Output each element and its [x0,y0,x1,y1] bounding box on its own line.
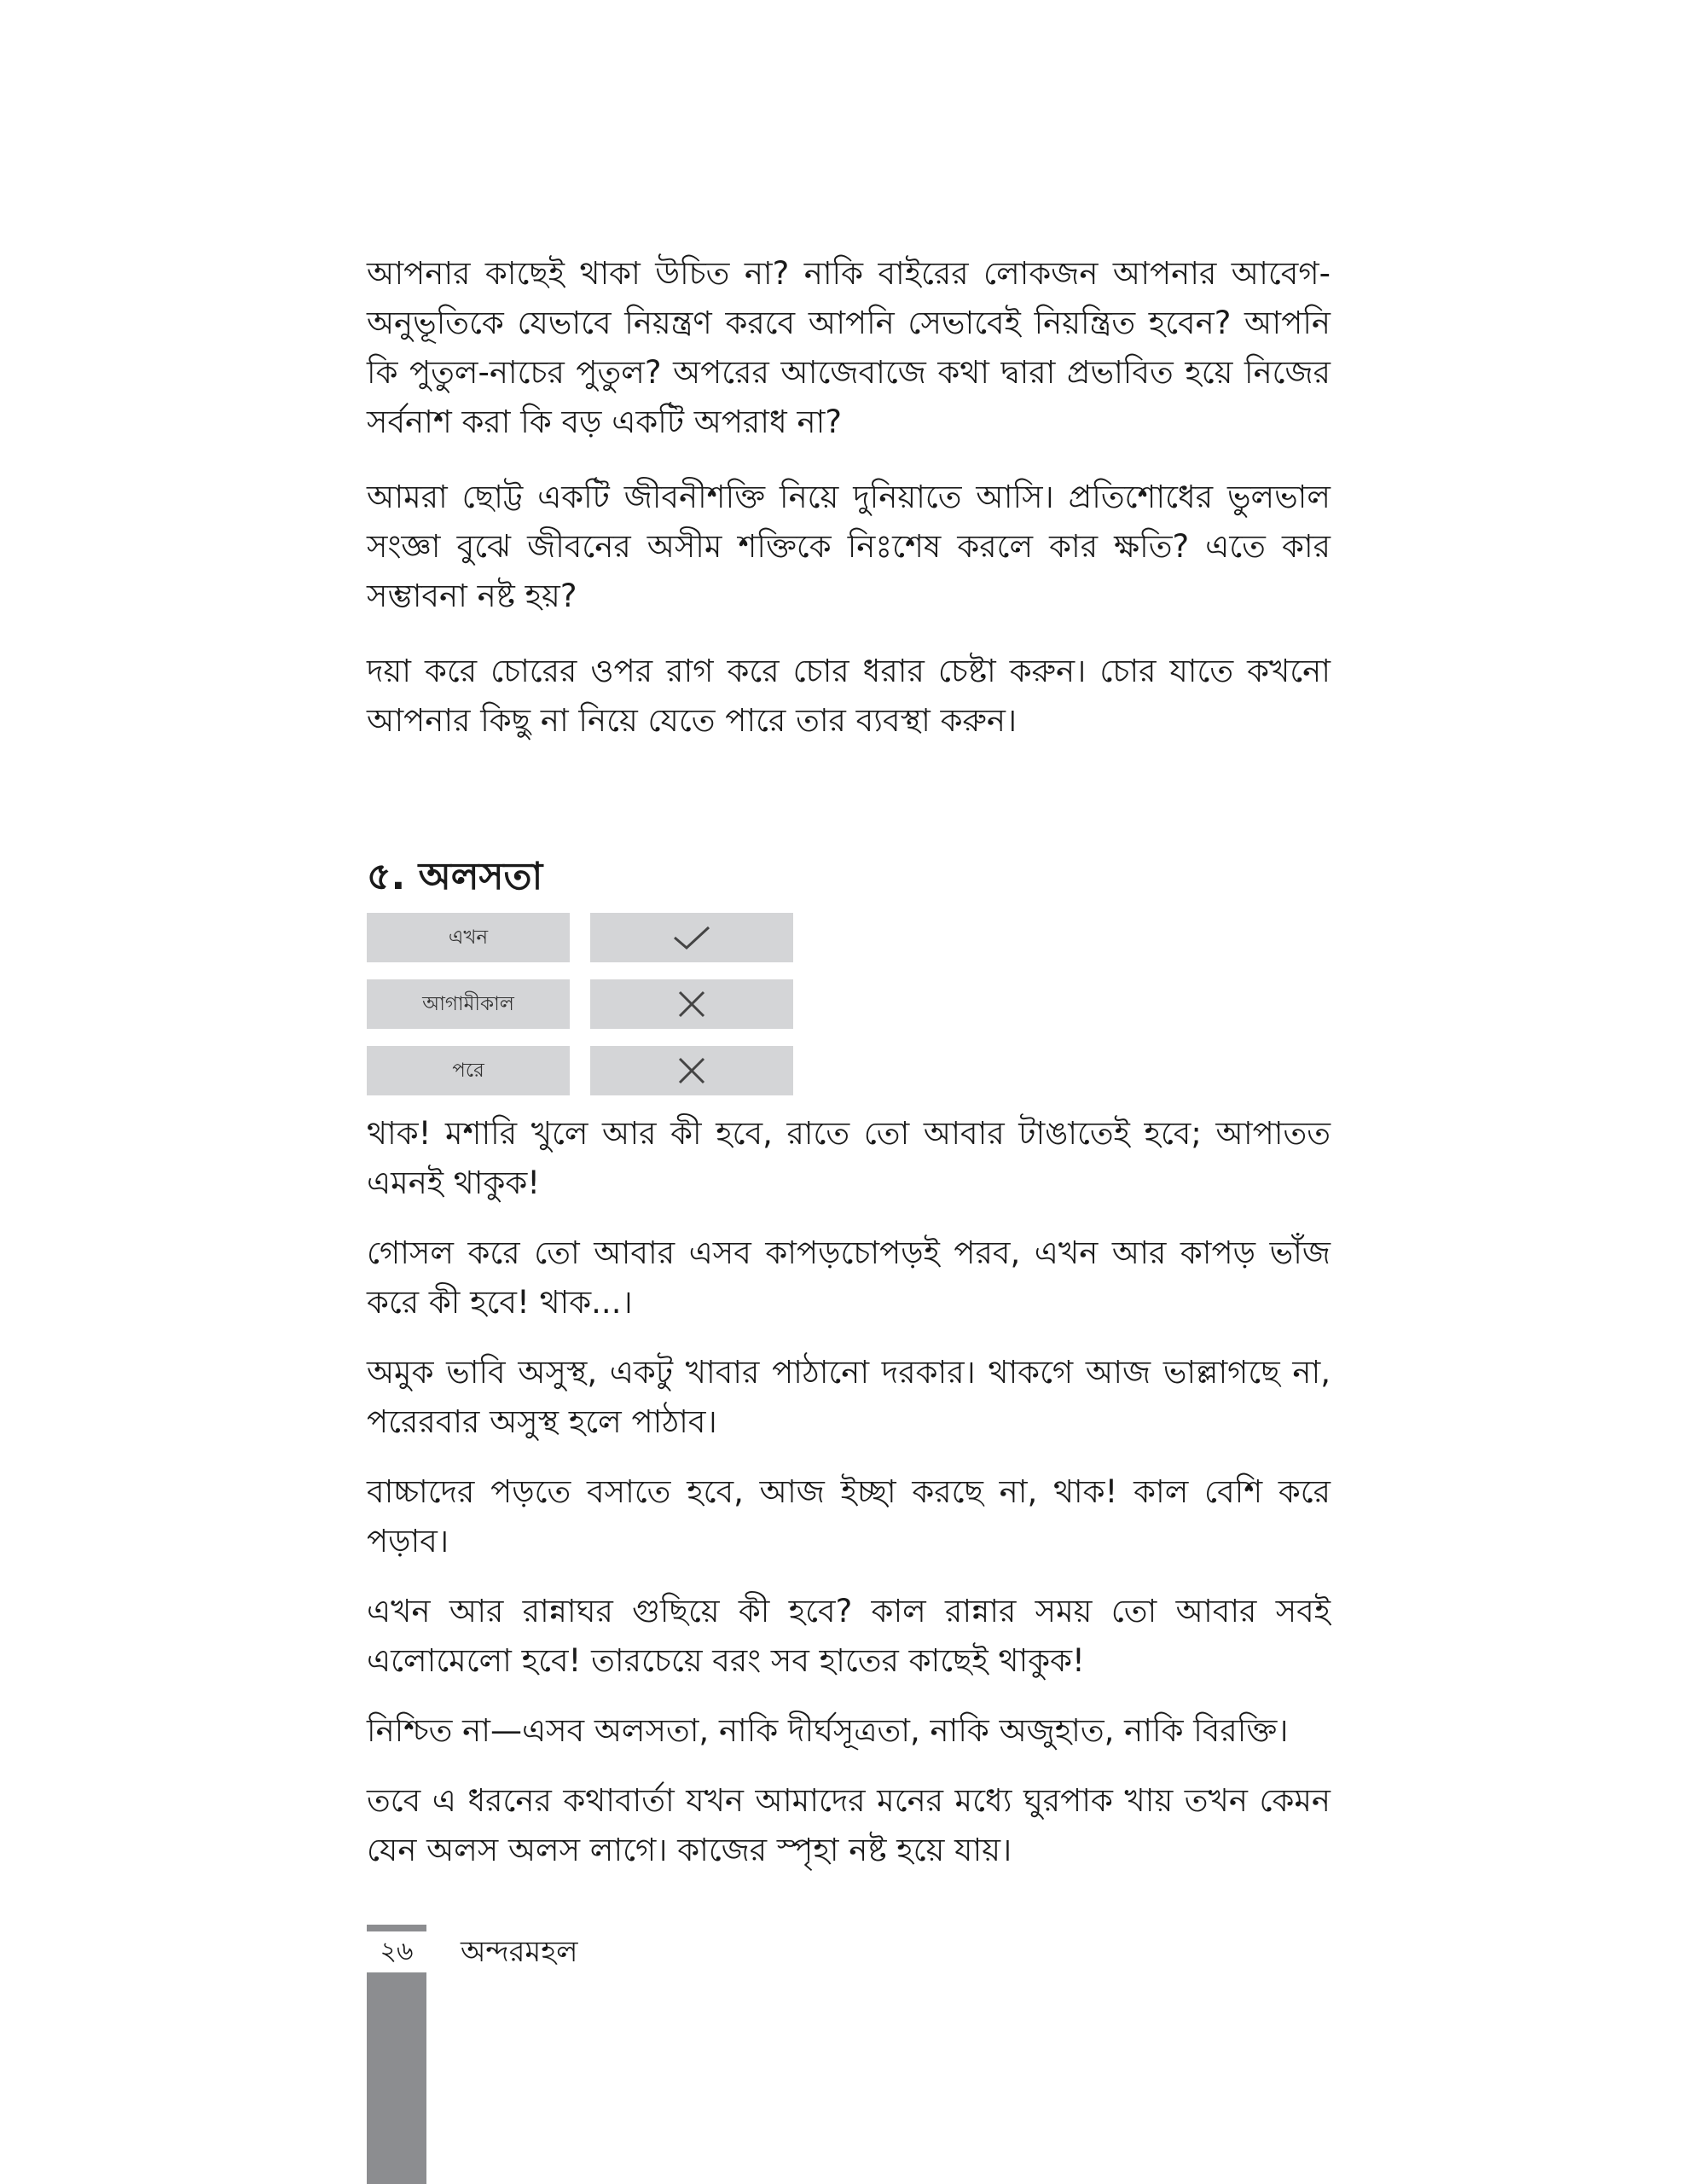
checklist-mark [590,979,793,1029]
section-heading: ৫. অলসতা [367,855,543,898]
checklist-label: এখন [367,913,570,962]
now-later-checklist [367,913,810,1112]
cross-icon [677,990,706,1019]
footer-bar-accent [367,1925,426,1931]
paragraph: থাক! মশারি খুলে আর কী হবে, রাতে তো আবার টাঙাতেই হবে; আপাতত এমনই থাকুক! [367,1115,1331,1201]
paragraph: এখন আর রান্নাঘর গুছিয়ে কী হবে? কাল রান্নার সময় তো আবার সবই এলোমেলো হবে! তারচেয়ে বরং সব হাতের কাছেই থাকুক! [367,1593,1331,1679]
paragraph: আমরা ছোট্ট একটি জীবনীশক্তি নিয়ে দুনিয়াতে আসি। প্রতিশোধের ভুলভাল সংজ্ঞা বুঝে জীবনের অসীম শক্তিকে নিঃশেষ করলে কার ক্ষতি? এতে কার সম্ভাবনা নষ্ট হয়? [367,479,1331,614]
checklist-label: আগামীকাল [367,979,570,1029]
bottom-text-block [367,1109,1331,1875]
checklist-row-now [367,913,810,962]
checklist-mark [590,1046,793,1095]
checklist-row-tomorrow [367,979,810,1029]
paragraph: গোসল করে তো আবার এসব কাপড়চোপড়ই পরব, এখন আর কাপড় ভাঁজ করে কী হবে! থাক...। [367,1234,1331,1321]
book-title: অন্দরমহল [461,1935,578,1969]
paragraph: দয়া করে চোরের ওপর রাগ করে চোর ধরার চেষ্টা করুন। চোর যাতে কখনো আপনার কিছু না নিয়ে যেতে পারে তার ব্যবস্থা করুন। [367,653,1331,739]
footer-bar [367,1972,426,2184]
paragraph: বাচ্চাদের পড়তে বসাতে হবে, আজ ইচ্ছা করছে না, থাক! কাল বেশি করে পড়াব। [367,1473,1331,1560]
top-text-block [367,249,1331,746]
paragraph: নিশ্চিত না—এসব অলসতা, নাকি দীর্ঘসূত্রতা, নাকি অজুহাত, নাকি বিরক্তি। [367,1712,1289,1749]
check-icon [673,924,710,951]
checklist-label: পরে [367,1046,570,1095]
paragraph: আপনার কাছেই থাকা উচিত না? নাকি বাইরের লোকজন আপনার আবেগ-অনুভূতিকে যেভাবে নিয়ন্ত্রণ করবে আপনি সেভাবেই নিয়ন্ত্রিত হবেন? আপনি কি পুতুল-নাচের পুতুল? অপরের আজেবাজে কথা দ্বারা প্রভাবিত হয়ে নিজের সর্বনাশ করা কি বড় একটি অপরাধ না? [367,255,1331,440]
page-number: ২৬ [380,1937,414,1966]
checklist-row-later [367,1046,810,1095]
cross-icon [677,1056,706,1085]
checklist-mark [590,913,793,962]
paragraph: অমুক ভাবি অসুস্থ, একটু খাবার পাঠানো দরকার। থাকগে আজ ভাল্লাগছে না, পরেরবার অসুস্থ হলে পাঠাব। [367,1354,1331,1440]
paragraph: তবে এ ধরনের কথাবার্তা যখন আমাদের মনের মধ্যে ঘুরপাক খায় তখন কেমন যেন অলস অলস লাগে। কাজের স্পৃহা নষ্ট হয়ে যায়। [367,1782,1331,1868]
